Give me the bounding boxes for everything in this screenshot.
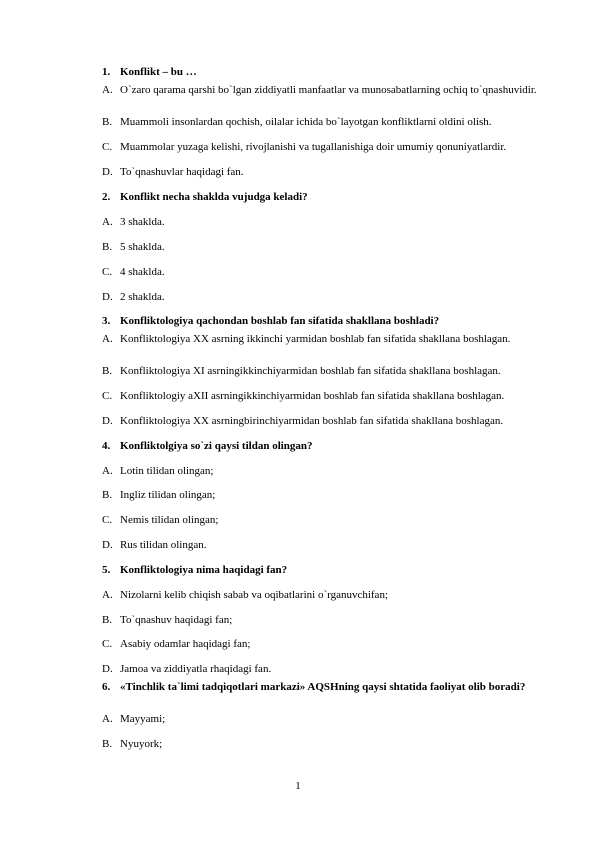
- option-letter: A.: [102, 84, 113, 96]
- answer-option: [102, 84, 552, 97]
- option-text: Rus tilidan olingan.: [120, 539, 207, 551]
- option-text: Muammoli insonlardan qochish, oilalar ichida bo`layotgan konfliktlarni oldini olish.: [120, 116, 492, 128]
- question-4: [102, 440, 552, 453]
- answer-option: [102, 116, 552, 129]
- option-text: Jamoa va ziddiyatla rhaqidagi fan.: [120, 663, 272, 675]
- option-letter: B.: [102, 489, 113, 501]
- question-text: Konfliktologiya qachondan boshlab fan sifatida shakllana boshladi?: [120, 315, 440, 327]
- option-text: 5 shaklda.: [120, 241, 165, 253]
- answer-option: [102, 663, 552, 676]
- option-letter: B.: [102, 116, 113, 128]
- option-letter: A.: [102, 333, 113, 345]
- option-letter: C.: [102, 514, 113, 526]
- question-3: [102, 315, 552, 328]
- question-text: Konfliktologiya nima haqidagi fan?: [120, 564, 288, 576]
- question-text: Konflikt necha shaklda vujudga keladi?: [120, 191, 308, 203]
- answer-option: [102, 589, 552, 602]
- option-text: Konfliktologiya XX asrningbirinchiyarmidan boshlab fan sifatida shakllana boshlagan.: [120, 415, 504, 427]
- question-number: 5.: [102, 564, 111, 576]
- option-text: Lotin tilidan olingan;: [120, 465, 214, 477]
- question-text: Konflikt – bu …: [120, 66, 197, 78]
- option-letter: A.: [102, 589, 113, 601]
- question-6: [102, 681, 552, 694]
- answer-option: [102, 291, 552, 304]
- option-letter: B.: [102, 365, 113, 377]
- option-text: Mayyami;: [120, 713, 166, 725]
- answer-option: [102, 514, 552, 527]
- option-text: To`qnashuvlar haqidagi fan.: [120, 166, 244, 178]
- option-letter: A.: [102, 713, 113, 725]
- option-text: To`qnashuv haqidagi fan;: [120, 614, 233, 626]
- option-text: Ingliz tilidan olingan;: [120, 489, 216, 501]
- option-letter: A.: [102, 465, 113, 477]
- option-letter: C.: [102, 638, 113, 650]
- page-number: 1: [295, 780, 301, 792]
- option-text: Nyuyork;: [120, 738, 163, 750]
- answer-option: [102, 489, 552, 502]
- option-text: Asabiy odamlar haqidagi fan;: [120, 638, 251, 650]
- option-letter: C.: [102, 390, 113, 402]
- option-text: 3 shaklda.: [120, 216, 165, 228]
- option-text: Konfliktologiya XI asrningikkinchiyarmidan boshlab fan sifatida shakllana boshlagan.: [120, 365, 501, 377]
- question-5: [102, 564, 552, 577]
- option-text: O`zaro qarama qarshi bo`lgan ziddiyatli manfaatlar va munosabatlarning ochiq to`qnashuvidir.: [120, 84, 537, 96]
- question-number: 6.: [102, 681, 111, 693]
- option-text: Muammolar yuzaga kelishi, rivojlanishi va tugallanishiga doir umumiy qonuniyatlardir.: [120, 141, 507, 153]
- answer-option: [102, 166, 552, 179]
- answer-option: [102, 266, 552, 279]
- answer-option: [102, 415, 552, 428]
- option-text: 2 shaklda.: [120, 291, 165, 303]
- option-text: Nemis tilidan olingan;: [120, 514, 219, 526]
- option-letter: B.: [102, 738, 113, 750]
- question-number: 2.: [102, 191, 111, 203]
- answer-option: [102, 365, 552, 378]
- question-number: 1.: [102, 66, 111, 78]
- option-letter: D.: [102, 166, 113, 178]
- option-letter: D.: [102, 291, 113, 303]
- answer-option: [102, 465, 552, 478]
- option-letter: D.: [102, 415, 113, 427]
- answer-option: [102, 333, 552, 346]
- answer-option: [102, 614, 552, 627]
- option-letter: A.: [102, 216, 113, 228]
- question-text: Konfliktolgiya so`zi qaysi tildan olingan?: [120, 440, 313, 452]
- question-1: [102, 66, 552, 79]
- option-letter: C.: [102, 266, 113, 278]
- answer-option: [102, 638, 552, 651]
- option-letter: B.: [102, 241, 113, 253]
- option-letter: C.: [102, 141, 113, 153]
- option-text: Konfliktologiy aXII asrningikkinchiyarmidan boshlab fan sifatida shakllana boshlagan.: [120, 390, 505, 402]
- answer-option: [102, 738, 552, 751]
- answer-option: [102, 539, 552, 552]
- option-text: Nizolarni kelib chiqish sabab va oqibatlarini o`rganuvchifan;: [120, 589, 388, 601]
- question-number: 4.: [102, 440, 111, 452]
- option-letter: D.: [102, 663, 113, 675]
- answer-option: [102, 713, 552, 726]
- question-number: 3.: [102, 315, 111, 327]
- question-2: [102, 191, 552, 204]
- answer-option: [102, 241, 552, 254]
- answer-option: [102, 141, 552, 154]
- option-letter: D.: [102, 539, 113, 551]
- option-text: 4 shaklda.: [120, 266, 165, 278]
- option-text: Konfliktologiya XX asrning ikkinchi yarmidan boshlab fan sifatida shakllana boshlagan.: [120, 333, 511, 345]
- question-text: «Tinchlik ta`limi tadqiqotlari markazi» AQSHning qaysi shtatida faoliyat olib boradi?: [120, 681, 526, 693]
- answer-option: [102, 216, 552, 229]
- option-letter: B.: [102, 614, 113, 626]
- answer-option: [102, 390, 552, 403]
